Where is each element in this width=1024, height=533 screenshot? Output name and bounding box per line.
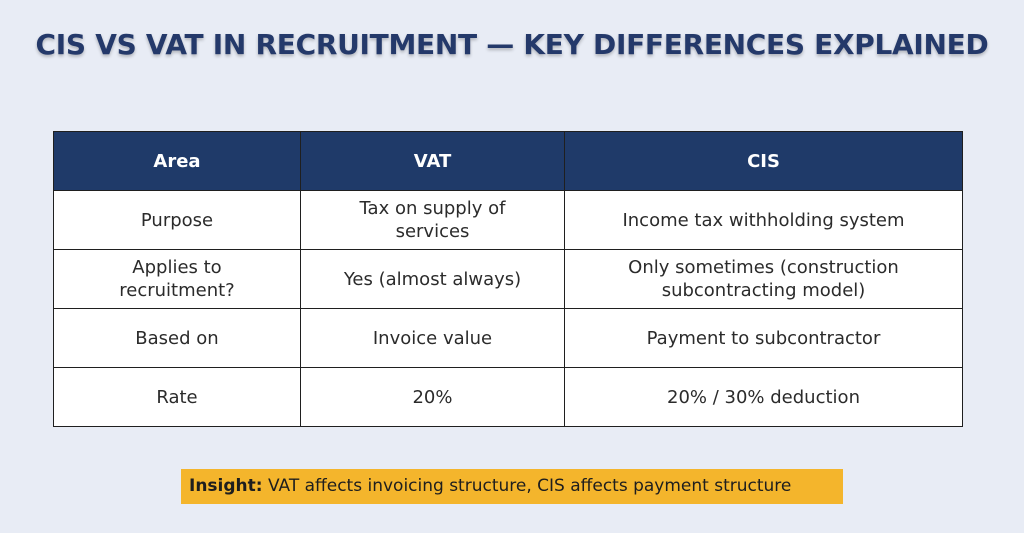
row-based-vat: Invoice value [301,309,565,368]
row-rate-vat: 20% [301,368,565,427]
insight-text: VAT affects invoicing structure, CIS affects payment structure [262,476,792,496]
table-header-row [54,132,963,191]
insight-callout [181,469,843,504]
row-purpose-cis: Income tax withholding system [565,191,963,250]
page-title: CIS VS VAT IN RECRUITMENT — KEY DIFFERENCES EXPLAINED [35,28,989,61]
row-applies-area: Applies to recruitment? [54,250,301,309]
header-cis: CIS [565,132,963,191]
row-applies-vat: Yes (almost always) [301,250,565,309]
insight-label: Insight: [189,476,263,496]
table-row [54,191,963,250]
row-based-area: Based on [54,309,301,368]
header-vat: VAT [301,132,565,191]
table-row [54,368,963,427]
row-applies-cis: Only sometimes (construction subcontracting model) [565,250,963,309]
row-purpose-vat: Tax on supply of services [301,191,565,250]
table-row [54,250,963,309]
row-rate-area: Rate [54,368,301,427]
table-row [54,309,963,368]
row-purpose-area: Purpose [54,191,301,250]
comparison-table [53,131,963,427]
row-based-cis: Payment to subcontractor [565,309,963,368]
header-area: Area [54,132,301,191]
row-rate-cis: 20% / 30% deduction [565,368,963,427]
